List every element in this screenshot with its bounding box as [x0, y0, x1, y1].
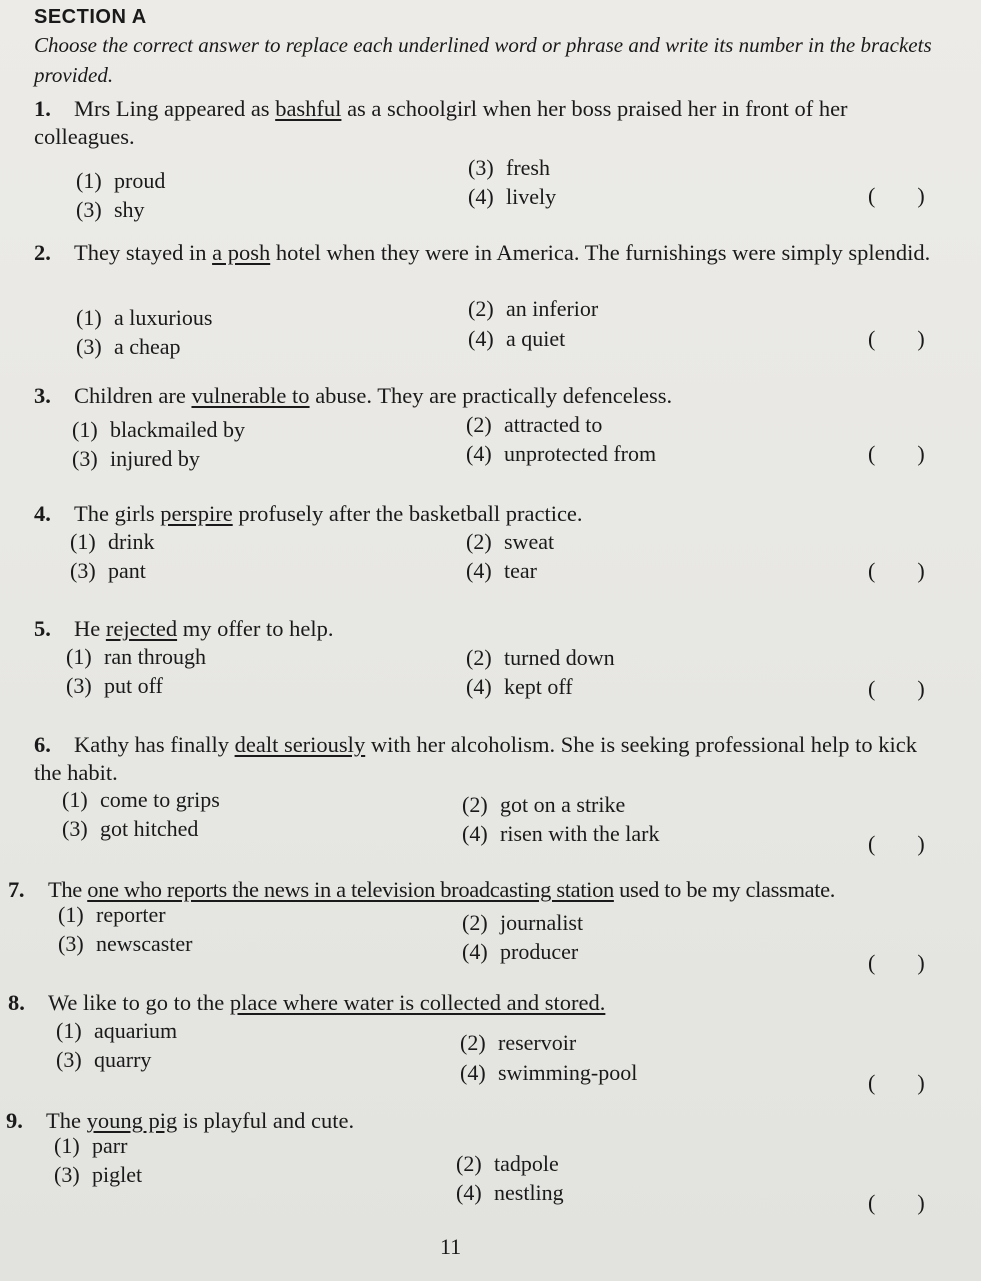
question-number: 8. — [8, 990, 25, 1015]
option-2: (2) an inferior — [468, 296, 599, 321]
option-4: (4) producer — [462, 939, 579, 964]
option-3: (3) newscaster — [58, 931, 193, 956]
answer-bracket[interactable]: ( ) — [868, 831, 925, 856]
question-stem: 6. Kathy has finally dealt seriously with her alcoholism. She is seeking professional help to kick the habit. — [34, 732, 917, 785]
option-4: (4) tear — [466, 558, 537, 583]
question-stem: 4. The girls perspire profusely after the basketball practice. — [34, 501, 583, 526]
option-4: (4) a quiet — [468, 326, 566, 351]
option-4: (4) nestling — [456, 1180, 564, 1205]
underlined-phrase: a posh — [212, 240, 271, 265]
option-3: (3) put off — [66, 673, 163, 698]
question-number: 9. — [6, 1108, 23, 1133]
option-2: (2) tadpole — [456, 1151, 559, 1176]
option-3: (3) shy — [76, 197, 145, 222]
answer-bracket[interactable]: ( ) — [868, 183, 925, 208]
underlined-phrase: vulnerable to — [191, 383, 310, 408]
instructions: Choose the correct answer to replace each underlined word or phrase and write its number in the brackets provided. — [34, 33, 932, 87]
option-4: (4) risen with the lark — [462, 821, 660, 846]
option-2: (2) journalist — [462, 910, 584, 935]
underlined-phrase: one who reports the news in a television broadcasting station — [87, 877, 614, 902]
question-stem: 8. We like to go to the place where water is collected and stored. — [8, 990, 606, 1015]
option-2: (2) got on a strike — [462, 792, 626, 817]
question-number: 4. — [34, 501, 51, 526]
section-title: SECTION A — [34, 6, 147, 28]
question-number: 1. — [34, 96, 51, 121]
underlined-phrase: young pig — [86, 1108, 178, 1133]
question-stem: 5. He rejected my offer to help. — [34, 616, 334, 641]
question-stem: 9. The young pig is playful and cute. — [6, 1108, 355, 1133]
option-1: (1) a luxurious — [76, 305, 213, 330]
option-1: (1) aquarium — [56, 1018, 178, 1043]
option-4: (4) lively — [468, 184, 557, 209]
question-number: 6. — [34, 732, 51, 757]
option-1: (1) ran through — [66, 644, 207, 669]
underlined-phrase: rejected — [105, 616, 178, 641]
answer-bracket[interactable]: ( ) — [868, 1190, 925, 1215]
question-stem: 1. Mrs Ling appeared as bashful as a schoolgirl when her boss praised her in front of her colleagues. — [34, 96, 848, 149]
page-number: 11 — [440, 1234, 462, 1259]
option-2: (2) turned down — [466, 645, 615, 670]
option-2: (2) sweat — [466, 529, 555, 554]
answer-bracket[interactable]: ( ) — [868, 676, 925, 701]
option-1: (1) reporter — [58, 902, 166, 927]
option-2: (2) reservoir — [460, 1030, 577, 1055]
question-number: 3. — [34, 383, 51, 408]
option-1: (1) proud — [76, 168, 166, 193]
option-3: (3) fresh — [468, 155, 550, 180]
question-stem: 7. The one who reports the news in a television broadcasting station used to be my classmate. — [8, 877, 836, 902]
answer-bracket[interactable]: ( ) — [868, 326, 925, 351]
question-number: 5. — [34, 616, 51, 641]
option-1: (1) parr — [54, 1133, 128, 1158]
underlined-phrase: dealt seriously — [234, 732, 366, 757]
question-stem: 3. Children are vulnerable to abuse. They are practically defenceless. — [34, 383, 673, 408]
underlined-phrase: perspire — [160, 501, 233, 526]
answer-bracket[interactable]: ( ) — [868, 441, 925, 466]
option-3: (3) got hitched — [62, 816, 199, 841]
underlined-phrase: place where water is collected and stored. — [229, 990, 606, 1015]
option-1: (1) come to grips — [62, 787, 220, 812]
answer-bracket[interactable]: ( ) — [868, 950, 925, 975]
question-number: 7. — [8, 877, 25, 902]
answer-bracket[interactable]: ( ) — [868, 1070, 925, 1095]
option-3: (3) injured by — [72, 446, 200, 471]
option-3: (3) piglet — [54, 1162, 143, 1187]
question-stem: 2. They stayed in a posh hotel when they were in America. The furnishings were simply splendid. — [34, 240, 931, 265]
option-4: (4) swimming-pool — [460, 1060, 638, 1085]
option-1: (1) drink — [70, 529, 155, 554]
option-3: (3) a cheap — [76, 334, 181, 359]
question-number: 2. — [34, 240, 51, 265]
option-3: (3) pant — [70, 558, 146, 583]
option-4: (4) unprotected from — [466, 441, 657, 466]
option-1: (1) blackmailed by — [72, 417, 246, 442]
underlined-phrase: bashful — [275, 96, 342, 121]
answer-bracket[interactable]: ( ) — [868, 558, 925, 583]
option-4: (4) kept off — [466, 674, 573, 699]
option-2: (2) attracted to — [466, 412, 603, 437]
option-3: (3) quarry — [56, 1047, 152, 1072]
